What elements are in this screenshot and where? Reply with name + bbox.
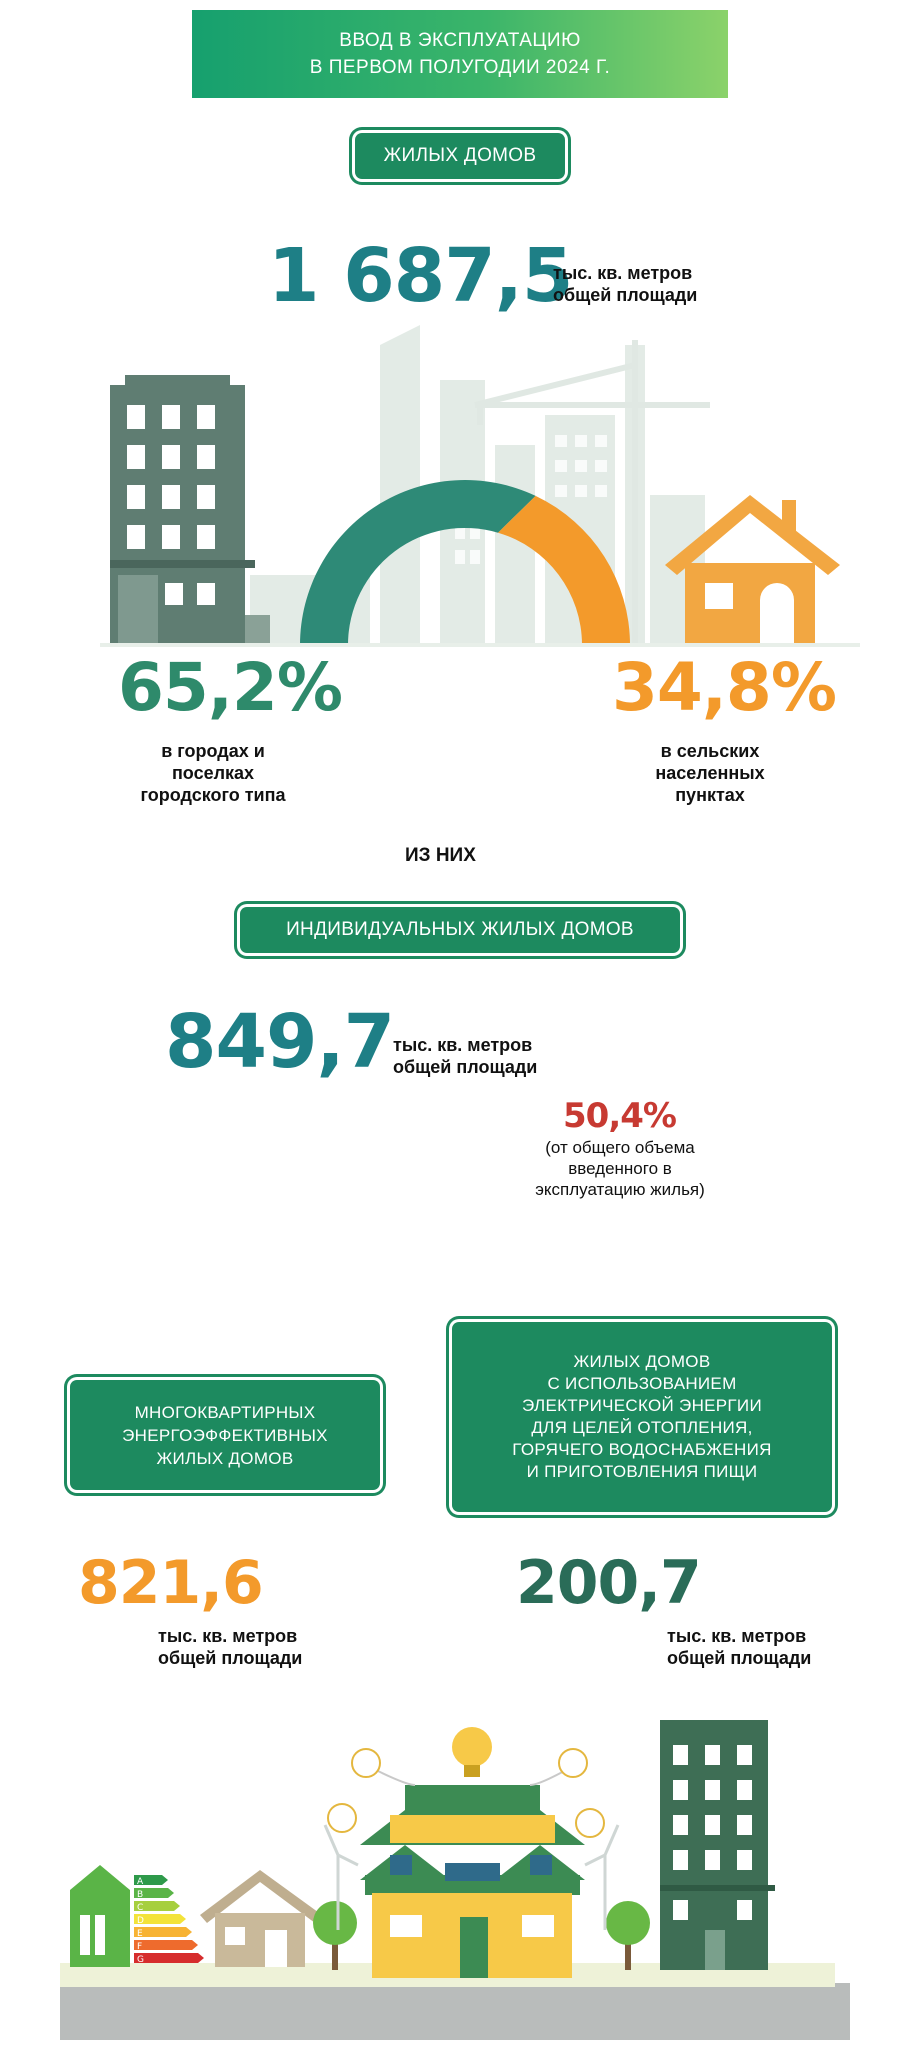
energy-class-letter: G (137, 1955, 144, 1965)
urban-desc-line-3: городского типа (140, 785, 286, 805)
header-banner (192, 10, 728, 98)
header-line-2: В ПЕРВОМ ПОЛУГОДИИ 2024 Г. (309, 57, 611, 78)
of-them-label: ИЗ НИХ (405, 845, 476, 866)
ee-label-line-2: ЭНЕРГОЭФФЕКТИВНЫХ (122, 1425, 328, 1445)
individual-unit (393, 1034, 537, 1078)
tree-icon (313, 1901, 357, 1970)
rural-share-percent: 34,8% (612, 649, 836, 726)
energy-class-bar (134, 1927, 192, 1937)
el-label-line-5: ГОРЯЧЕГО ВОДОСНАБЖЕНИЯ (512, 1440, 772, 1459)
rural-desc-line-1: в сельских (660, 741, 760, 761)
rural-desc-line-3: пунктах (675, 785, 745, 805)
electric-label (452, 1322, 832, 1512)
urban-desc-line-2: поселках (171, 763, 255, 783)
energy-efficient-unit (158, 1625, 302, 1669)
individual-unit-line-2: общей площади (393, 1057, 538, 1077)
share-desc-line-3: эксплуатацию жилья) (535, 1180, 705, 1199)
smart-home-illustration (60, 1705, 850, 2040)
bulb-sensor-icon (352, 1749, 380, 1777)
ee-label-line-1: МНОГОКВАРТИРНЫХ (134, 1402, 316, 1422)
el-label-line-4: ДЛЯ ЦЕЛЕЙ ОТОПЛЕНИЯ, (531, 1418, 753, 1437)
individual-houses-label (240, 907, 680, 953)
urban-share-percent: 65,2% (118, 649, 342, 726)
thermometer-icon (576, 1809, 604, 1837)
individual-share-description (500, 1137, 740, 1200)
energy-class-letter: A (137, 1877, 144, 1887)
urban-desc-line-1: в городах и (161, 741, 265, 761)
energy-class-letter: B (137, 1890, 144, 1900)
residential-unit-line-1: тыс. кв. метров (553, 263, 693, 283)
ee-label-line-3: ЖИЛЫХ ДОМОВ (156, 1448, 294, 1468)
share-desc-line-2: введенного в (568, 1159, 672, 1178)
ground (60, 1983, 850, 2040)
city-illustration (100, 325, 860, 650)
energy-efficient-label (70, 1380, 380, 1490)
electric-unit (667, 1625, 811, 1669)
residential-value: 1 687,5 (268, 233, 573, 319)
el-label-line-3: ЭЛЕКТРИЧЕСКОЙ ЭНЕРГИИ (522, 1396, 762, 1415)
energy-class-letter: F (137, 1942, 143, 1952)
energy-class-letter: C (137, 1903, 144, 1913)
residential-unit (553, 262, 697, 306)
energy-class-bar (134, 1940, 198, 1950)
share-desc-line-1: (от общего объема (545, 1138, 695, 1157)
el-unit-line-1: тыс. кв. метров (667, 1626, 807, 1646)
individual-value: 849,7 (165, 999, 395, 1085)
tree-icon (606, 1901, 650, 1970)
small-house-icon (200, 1870, 322, 1967)
header-line-1: ВВОД В ЭКСПЛУАТАЦИЮ (339, 30, 581, 51)
rural-desc-line-2: населенных (655, 763, 765, 783)
individual-share-percent: 50,4% (563, 1096, 676, 1136)
apartment-building-icon (110, 375, 270, 645)
individual-houses-label-text: ИНДИВИДУАЛЬНЫХ ЖИЛЫХ ДОМОВ (286, 919, 634, 940)
el-label-line-6: И ПРИГОТОВЛЕНИЯ ПИЩИ (526, 1462, 758, 1481)
energy-efficiency-scale-icon (70, 1865, 204, 1967)
el-label-line-1: ЖИЛЫХ ДОМОВ (573, 1352, 711, 1371)
individual-unit-line-1: тыс. кв. метров (393, 1035, 533, 1055)
ee-unit-line-1: тыс. кв. метров (158, 1626, 298, 1646)
energy-class-letter: D (137, 1916, 144, 1926)
residential-label-text: ЖИЛЫХ ДОМОВ (383, 145, 537, 166)
energy-efficient-value: 821,6 (78, 1548, 263, 1618)
residential-label (355, 133, 565, 179)
green-apartment-building-icon (660, 1720, 775, 1970)
smart-house-icon (360, 1785, 585, 1978)
energy-class-bar (134, 1953, 204, 1963)
urban-share-description (118, 740, 308, 806)
el-unit-line-2: общей площади (667, 1648, 812, 1668)
lock-icon (328, 1804, 356, 1832)
residential-unit-line-2: общей площади (553, 285, 698, 305)
el-label-line-2: С ИСПОЛЬЗОВАНИЕМ (547, 1374, 737, 1393)
wifi-icon (559, 1749, 587, 1777)
ee-unit-line-2: общей площади (158, 1648, 303, 1668)
light-bulb-icon (452, 1727, 492, 1777)
rural-share-description (640, 740, 780, 806)
energy-class-letter: E (137, 1929, 143, 1939)
electric-value: 200,7 (516, 1548, 701, 1618)
